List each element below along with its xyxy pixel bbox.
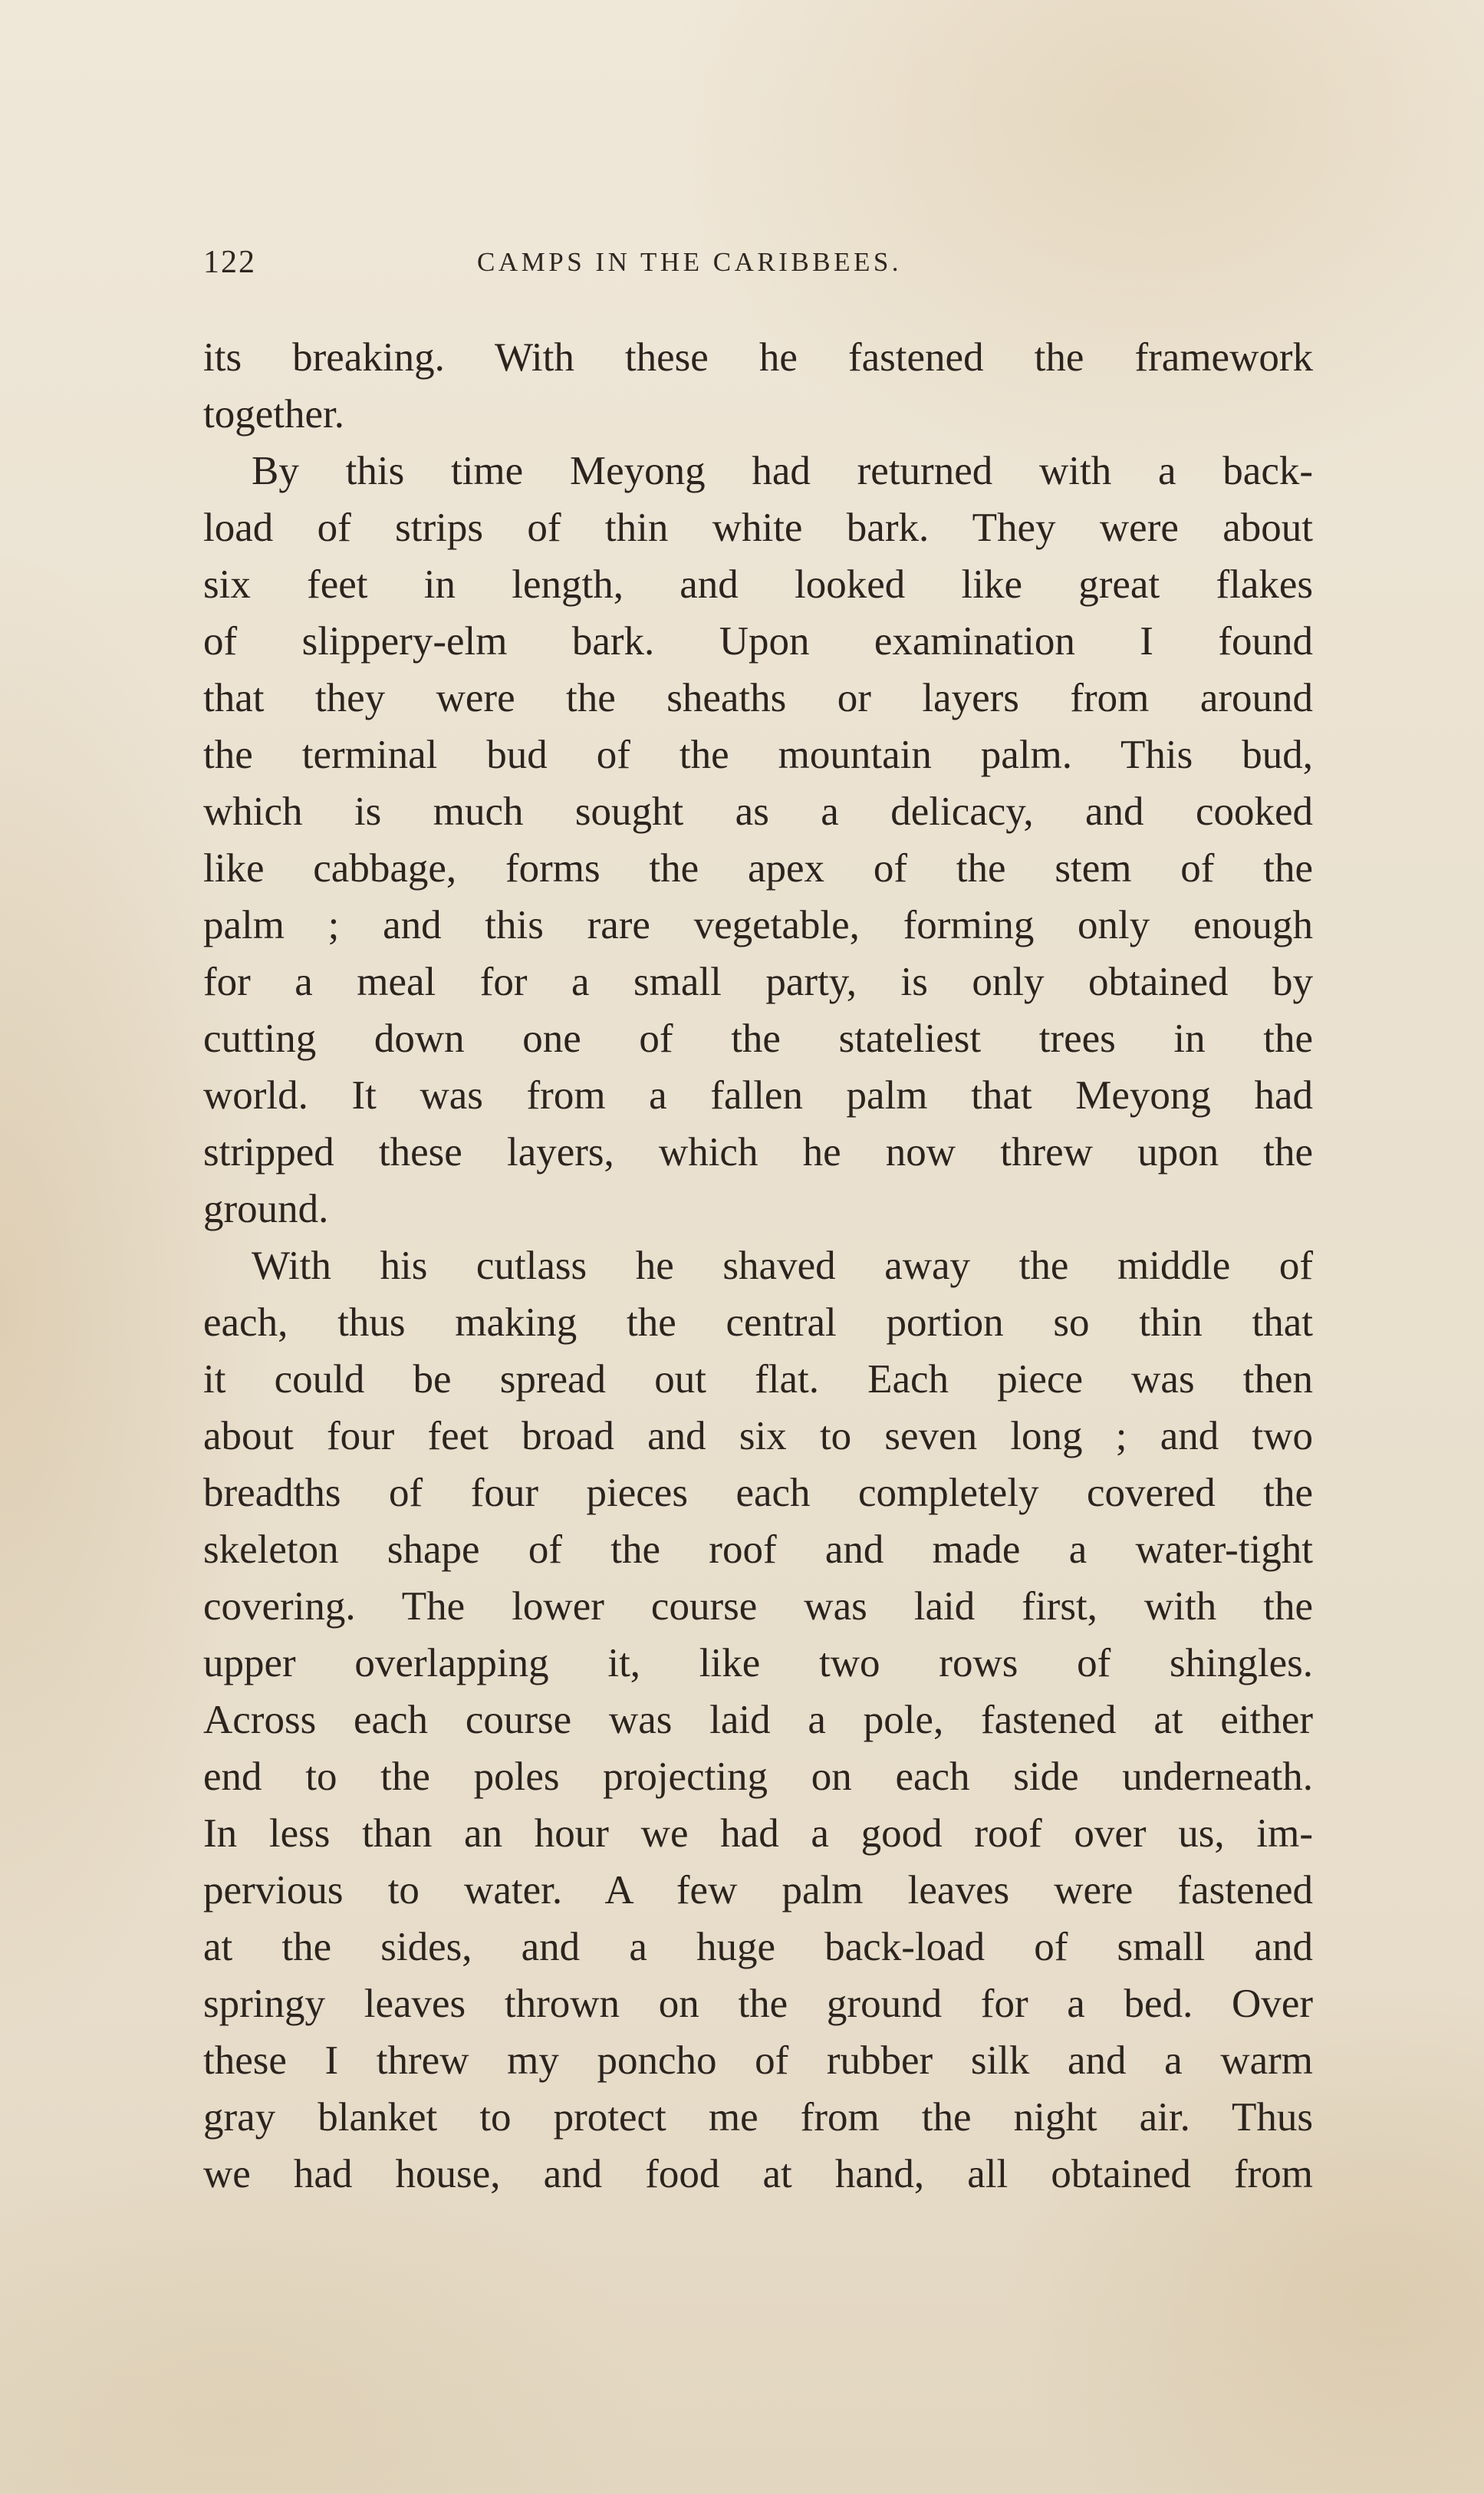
text-line: pervious to water. A few palm leaves were fastened: [203, 1868, 1313, 1913]
text-line: By this time Meyong had returned with a back-: [252, 449, 1313, 493]
running-head: [203, 244, 1315, 290]
text-line: Across each course was laid a pole, fastened at either: [203, 1698, 1313, 1742]
text-line: In less than an hour we had a good roof over us, im-: [203, 1811, 1313, 1856]
text-line: gray blanket to protect me from the night air. Thus: [203, 2095, 1313, 2140]
text-line: the terminal bud of the mountain palm. This bud,: [203, 733, 1313, 777]
text-line: world. It was from a fallen palm that Meyong had: [203, 1073, 1313, 1118]
running-title: CAMPS IN THE CARIBBEES.: [477, 247, 903, 277]
text-line: end to the poles projecting on each side underneath.: [203, 1754, 1313, 1799]
text-line: ground.: [203, 1187, 329, 1231]
text-line: stripped these layers, which he now threw upon the: [203, 1130, 1313, 1175]
text-line: springy leaves thrown on the ground for a bed. Over: [203, 1982, 1313, 2026]
text-line: that they were the sheaths or layers from around: [203, 676, 1313, 720]
text-line: cutting down one of the stateliest trees in the: [203, 1016, 1313, 1061]
text-line: its breaking. With these he fastened the framework: [203, 335, 1313, 380]
text-line: at the sides, and a huge back-load of small and: [203, 1925, 1313, 1969]
text-line: six feet in length, and looked like great flakes: [203, 562, 1313, 607]
text-line: skeleton shape of the roof and made a water-tight: [203, 1527, 1313, 1572]
text-line: which is much sought as a delicacy, and cooked: [203, 789, 1313, 834]
body-text: [203, 329, 1313, 2202]
text-line: for a meal for a small party, is only obtained by: [203, 960, 1313, 1004]
text-line: load of strips of thin white bark. They were about: [203, 506, 1313, 550]
text-line: it could be spread out flat. Each piece was then: [203, 1357, 1313, 1402]
text-line: palm ; and this rare vegetable, forming only enough: [203, 903, 1313, 947]
text-line: these I threw my poncho of rubber silk and a warm: [203, 2038, 1313, 2083]
text-line: each, thus making the central portion so thin that: [203, 1300, 1313, 1345]
page-number: 122: [203, 245, 256, 280]
text-line: breadths of four pieces each completely covered the: [203, 1471, 1313, 1515]
text-line: like cabbage, forms the apex of the stem of the: [203, 846, 1313, 891]
text-line: together.: [203, 392, 344, 437]
text-line: covering. The lower course was laid first, with the: [203, 1584, 1313, 1629]
text-line: upper overlapping it, like two rows of shingles.: [203, 1641, 1313, 1685]
text-line: we had house, and food at hand, all obtained from: [203, 2152, 1313, 2196]
text-line: about four feet broad and six to seven long ; and two: [203, 1414, 1313, 1458]
text-line: With his cutlass he shaved away the middle of: [252, 1244, 1313, 1288]
text-line: of slippery-elm bark. Upon examination I found: [203, 619, 1313, 664]
